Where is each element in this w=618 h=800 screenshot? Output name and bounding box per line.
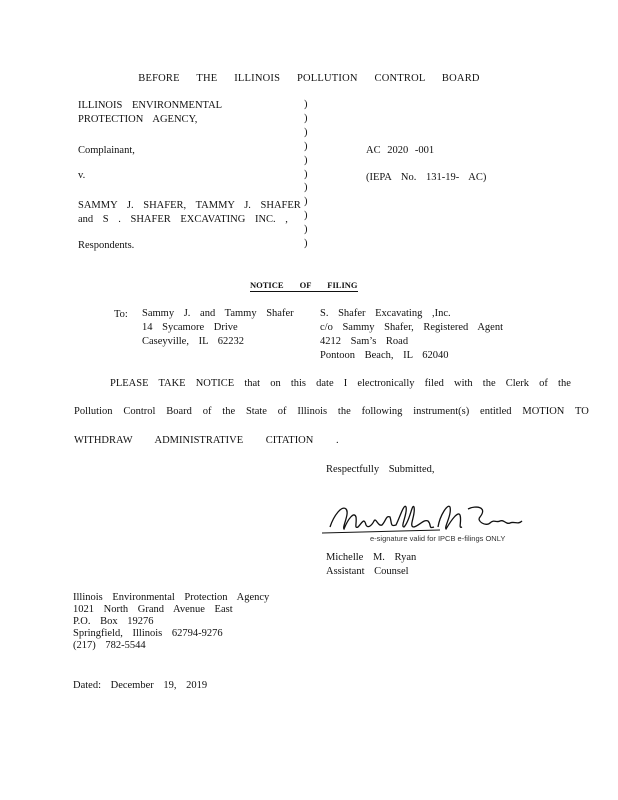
plaintiff-name-line2: PROTECTION AGENCY, bbox=[78, 114, 198, 125]
agency-line5: (217) 782-5544 bbox=[73, 640, 146, 651]
body-line3: WITHDRAW ADMINISTRATIVE CITATION . bbox=[74, 435, 339, 446]
document-heading: BEFORE THE ILLINOIS POLLUTION CONTROL BOARD bbox=[138, 73, 480, 84]
recipient-left-line2: 14 Sycamore Drive bbox=[142, 322, 238, 333]
recipient-right-line3: 4212 Sam’s Road bbox=[320, 336, 409, 347]
versus: v. bbox=[78, 170, 86, 181]
plaintiff-role: Complainant, bbox=[78, 145, 135, 156]
defendants-line1: SAMMY J. SHAFER, TAMMY J. SHAFER bbox=[78, 200, 301, 211]
recipient-left-line3: Caseyville, IL 62232 bbox=[142, 336, 244, 347]
notice-title: NOTICE OF FILING bbox=[250, 280, 358, 292]
iepa-number: (IEPA No. 131-19- AC) bbox=[366, 172, 487, 183]
body-line1: PLEASE TAKE NOTICE that on this date I electronically filed with the Clerk of the bbox=[110, 378, 571, 389]
recipient-right-line2: c/o Sammy Shafer, Registered Agent bbox=[320, 322, 504, 333]
case-number: AC 2020 -001 bbox=[366, 145, 435, 156]
closing: Respectfully Submitted, bbox=[326, 464, 435, 475]
agency-line4: Springfield, Illinois 62794-9276 bbox=[73, 628, 223, 639]
agency-line1: Illinois Environmental Protection Agency bbox=[73, 592, 270, 603]
agency-line2: 1021 North Grand Avenue East bbox=[73, 604, 233, 615]
signature-note: e-signature valid for IPCB e-filings ONLY bbox=[370, 534, 506, 543]
signer-title: Assistant Counsel bbox=[326, 566, 409, 577]
agency-line3: P.O. Box 19276 bbox=[73, 616, 154, 627]
plaintiff-name-line1: ILLINOIS ENVIRONMENTAL bbox=[78, 100, 223, 111]
dated-line: Dated: December 19, 2019 bbox=[73, 680, 208, 691]
body-line2: Pollution Control Board of the State of Illinois the following instrument(s) entitled MOTION TO bbox=[74, 406, 589, 417]
caption-parentheses: ) ) ) ) ) ) ) ) ) ) ) bbox=[304, 99, 308, 250]
to-label: To: bbox=[114, 309, 128, 320]
defendants-role: Respondents. bbox=[78, 240, 135, 251]
signature-image bbox=[320, 497, 535, 539]
recipient-left-line1: Sammy J. and Tammy Shafer bbox=[142, 308, 294, 319]
recipient-right-line1: S. Shafer Excavating ,Inc. bbox=[320, 308, 451, 319]
defendants-line2: and S . SHAFER EXCAVATING INC. , bbox=[78, 214, 288, 225]
recipient-right-line4: Pontoon Beach, IL 62040 bbox=[320, 350, 449, 361]
signer-name: Michelle M. Ryan bbox=[326, 552, 417, 563]
